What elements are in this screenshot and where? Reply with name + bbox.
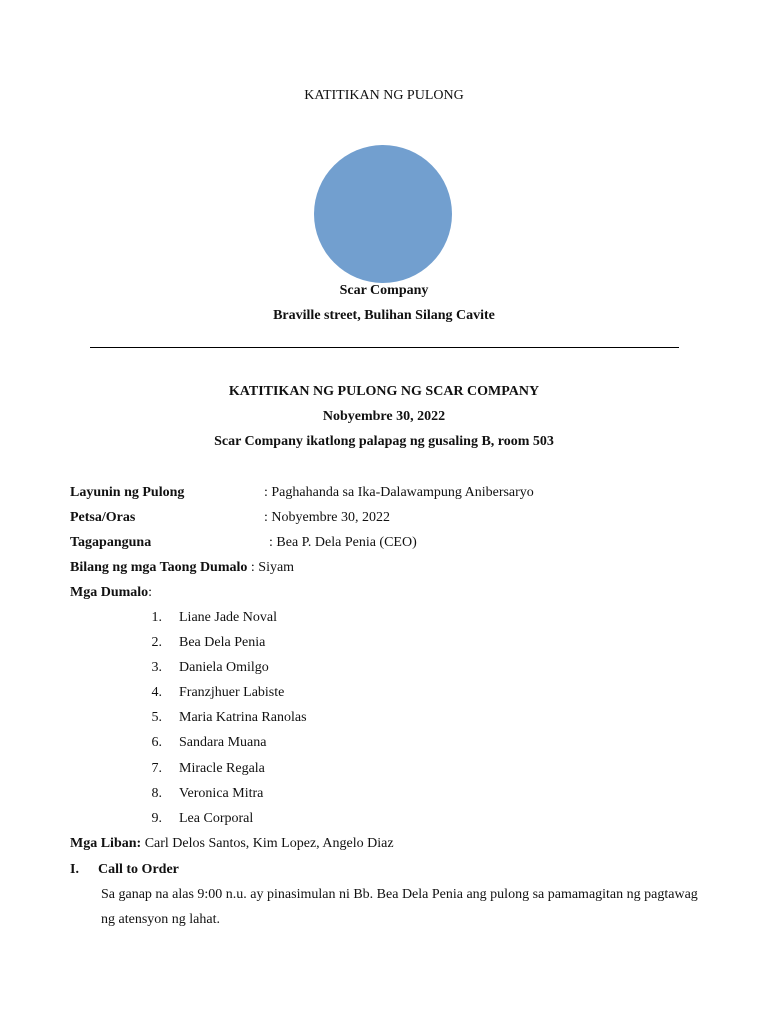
purpose-label: Layunin ng Pulong	[70, 485, 185, 500]
attendees-colon: :	[148, 585, 153, 600]
attendee-num: 3.	[151, 660, 162, 675]
attendee-name: Miracle Regala	[179, 761, 265, 776]
minutes-date: Nobyembre 30, 2022	[322, 409, 446, 424]
count-value: : Siyam	[250, 560, 295, 575]
section-title: Call to Order	[98, 862, 179, 877]
datetime-label: Petsa/Oras	[70, 510, 136, 525]
attendee-num: 6.	[151, 735, 162, 750]
attendee-name: Bea Dela Penia	[179, 635, 266, 650]
section-numeral: I.	[70, 862, 79, 877]
attendee-num: 1.	[151, 610, 162, 625]
attendee-name: Maria Katrina Ranolas	[179, 710, 307, 725]
attendee-name: Lea Corporal	[179, 811, 254, 826]
company-address: Braville street, Bulihan Silang Cavite	[273, 308, 495, 323]
minutes-title: KATITIKAN NG PULONG NG SCAR COMPANY	[228, 384, 540, 399]
attendees-label: Mga Dumalo	[70, 585, 149, 600]
count-label: Bilang ng mga Taong Dumalo	[70, 560, 248, 575]
datetime-value: : Nobyembre 30, 2022	[264, 510, 390, 525]
attendee-num: 2.	[151, 635, 162, 650]
company-name: Scar Company	[339, 283, 429, 298]
attendee-name: Liane Jade Noval	[179, 610, 277, 625]
attendee-num: 4.	[151, 685, 162, 700]
section-body: Sa ganap na alas 9:00 n.u. ay pinasimulan ni Bb. Bea Dela Penia ang pulong sa pamamagitan ng pagtawag ng atensyon ng lahat.	[101, 887, 698, 927]
minutes-place: Scar Company ikatlong palapag ng gusaling B, room 503	[214, 434, 554, 449]
absent-label: Mga Liban:	[70, 836, 142, 851]
attendee-name: Daniela Omilgo	[179, 660, 269, 675]
attendees-heading	[70, 585, 152, 601]
attendee-count-line	[70, 560, 294, 576]
attendee-name: Sandara Muana	[179, 735, 267, 750]
attendee-num: 9.	[151, 811, 162, 826]
attendee-name: Franzjhuer Labiste	[179, 685, 285, 700]
header-title: KATITIKAN NG PULONG	[304, 88, 464, 103]
chair-value: : Bea P. Dela Penia (CEO)	[269, 535, 417, 550]
company-logo-circle	[314, 145, 452, 283]
attendee-num: 5.	[151, 710, 162, 725]
absent-line	[70, 836, 394, 852]
attendee-name: Veronica Mitra	[179, 786, 264, 801]
attendee-num: 8.	[151, 786, 162, 801]
absent-value: Carl Delos Santos, Kim Lopez, Angelo Diaz	[144, 836, 394, 851]
purpose-value: : Paghahanda sa Ika-Dalawampung Anibersaryo	[264, 485, 534, 500]
divider-line	[90, 347, 679, 348]
chair-label: Tagapanguna	[70, 535, 152, 550]
attendee-num: 7.	[151, 761, 162, 776]
